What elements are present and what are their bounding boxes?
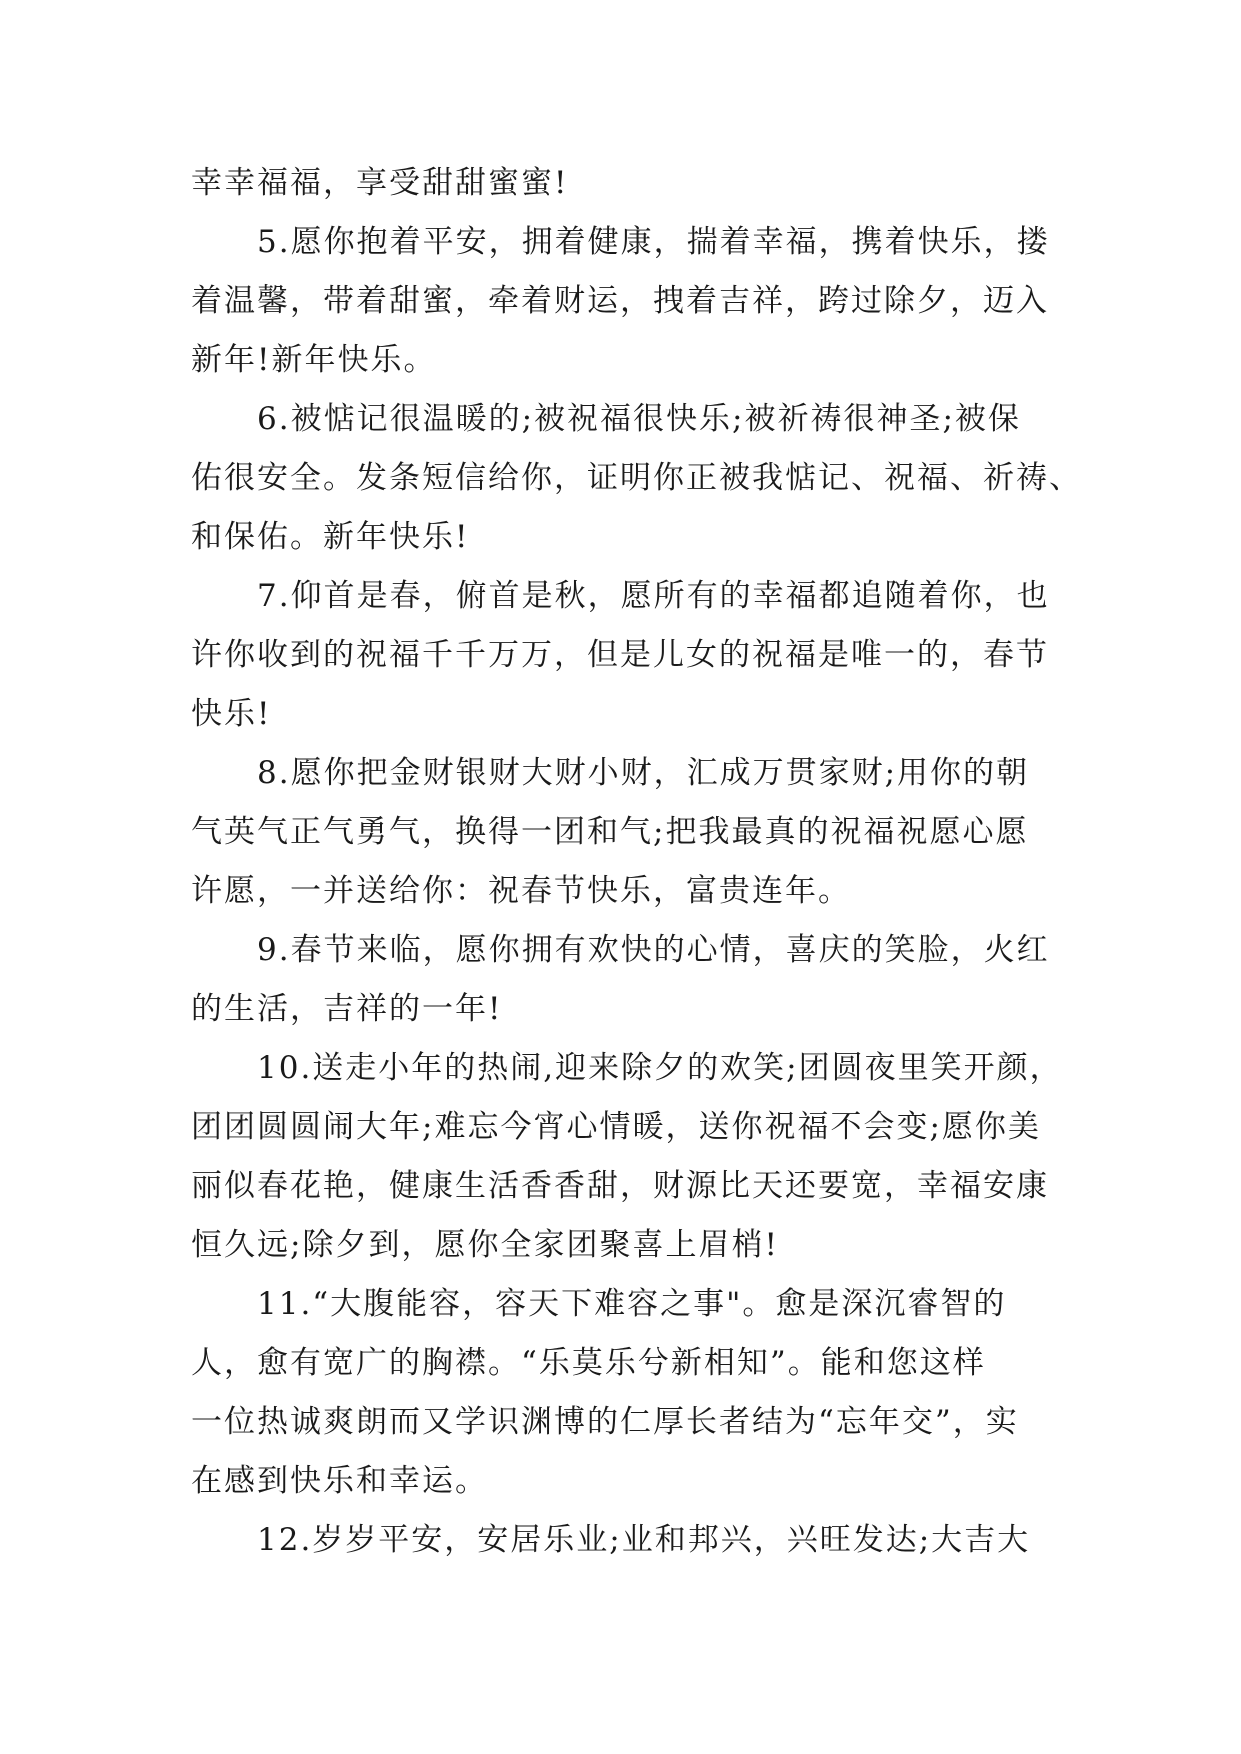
text-line: 10.送走小年的热闹,迎来除夕的欢笑;团圆夜里笑开颜， — [191, 1050, 1063, 1086]
text-line: 8.愿你把金财银财大财小财，汇成万贯家财;用你的朝 — [191, 755, 1030, 791]
text-line: 人，愈有宽广的胸襟。“乐莫乐兮新相知”。能和您这样 — [191, 1345, 986, 1381]
text-line: 快乐! — [191, 696, 272, 732]
text-line: 5.愿你抱着平安，拥着健康，揣着幸福，携着快乐，搂 — [191, 224, 1050, 260]
text-line: 11.“大腹能容，容天下难容之事"。愈是深沉睿智的 — [191, 1286, 1007, 1322]
text-line: 恒久远;除夕到，愿你全家团聚喜上眉梢! — [191, 1227, 779, 1263]
text-line: 许愿，一并送给你：祝春节快乐，富贵连年。 — [191, 873, 851, 909]
text-line: 新年!新年快乐。 — [191, 342, 437, 378]
text-line: 团团圆圆闹大年;难忘今宵心情暖，送你祝福不会变;愿你美 — [191, 1109, 1041, 1145]
text-line: 在感到快乐和幸运。 — [191, 1463, 488, 1499]
text-line: 佑很安全。发条短信给你，证明你正被我惦记、祝福、祈祷、 — [191, 460, 1082, 496]
text-line: 12.岁岁平安，安居乐业;业和邦兴，兴旺发达;大吉大 — [191, 1522, 1031, 1558]
text-line: 一位热诚爽朗而又学识渊博的仁厚长者结为“忘年交”，实 — [191, 1404, 1019, 1440]
document-body — [191, 154, 1082, 1570]
text-line: 许你收到的祝福千千万万，但是儿女的祝福是唯一的，春节 — [191, 637, 1049, 673]
text-line: 着温馨，带着甜蜜，牵着财运，拽着吉祥，跨过除夕，迈入 — [191, 283, 1049, 319]
text-line: 7.仰首是春，俯首是秋，愿所有的幸福都追随着你，也 — [191, 578, 1050, 614]
text-line: 6.被惦记很温暖的;被祝福很快乐;被祈祷很神圣;被保 — [191, 401, 1021, 437]
text-line: 丽似春花艳，健康生活香香甜，财源比天还要宽，幸福安康 — [191, 1168, 1049, 1204]
text-line: 的生活，吉祥的一年! — [191, 991, 503, 1027]
text-line: 和保佑。新年快乐! — [191, 519, 470, 555]
text-line: 气英气正气勇气，换得一团和气;把我最真的祝福祝愿心愿 — [191, 814, 1029, 850]
text-line: 幸幸福福，享受甜甜蜜蜜! — [191, 165, 569, 201]
text-line: 9.春节来临，愿你拥有欢快的心情，喜庆的笑脸，火红 — [191, 932, 1050, 968]
